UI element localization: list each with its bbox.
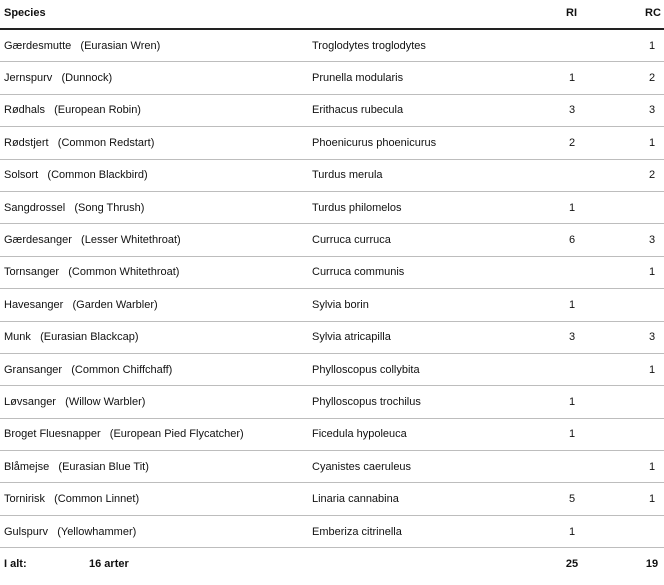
english-name: (Eurasian Blackcap) — [40, 331, 139, 344]
ri-value: 1 — [568, 298, 576, 311]
ri-value: 6 — [568, 234, 576, 247]
ri-value: 1 — [568, 525, 576, 538]
table-row — [0, 386, 664, 418]
table-row — [0, 289, 664, 321]
table-row — [0, 257, 664, 289]
latin-name: Sylvia borin — [312, 298, 369, 311]
danish-name: Sangdrossel — [4, 201, 66, 214]
species-name — [4, 396, 145, 408]
english-name: (Eurasian Wren) — [80, 39, 161, 52]
rc-value: 3 — [648, 331, 656, 344]
english-name: (Dunnock) — [61, 72, 113, 85]
latin-name: Curruca curruca — [312, 234, 391, 247]
table-body — [0, 30, 664, 548]
table-row — [0, 483, 664, 515]
species-column-header: Species — [4, 7, 46, 19]
species-name — [4, 72, 112, 84]
english-name: (Common Linnet) — [54, 493, 140, 506]
table-header — [0, 0, 664, 30]
english-name: (Lesser Whitethroat) — [81, 234, 181, 247]
ri-value: 5 — [568, 493, 576, 506]
latin-name: Cyanistes caeruleus — [312, 460, 412, 473]
species-name — [4, 169, 148, 181]
species-name — [4, 461, 149, 473]
ri-value: 2 — [568, 136, 576, 149]
english-name: (Willow Warbler) — [65, 395, 146, 408]
rc-value: 1 — [648, 363, 656, 376]
latin-name: Turdus philomelos — [312, 201, 402, 214]
table-row — [0, 192, 664, 224]
latin-name: Phylloscopus collybita — [312, 363, 420, 376]
danish-name: Tornsanger — [4, 266, 60, 279]
rc-value: 1 — [648, 493, 656, 506]
english-name: (Common Whitethroat) — [68, 266, 180, 279]
ri-value: 1 — [568, 72, 576, 85]
ri-column-header: RI — [566, 7, 577, 19]
species-name — [4, 428, 244, 440]
rc-value: 3 — [648, 104, 656, 117]
rc-value: 1 — [648, 39, 656, 52]
ri-value: 1 — [568, 201, 576, 214]
english-name: (Common Chiffchaff) — [71, 363, 173, 376]
table-row — [0, 516, 664, 548]
species-name — [4, 234, 181, 246]
total-label: I alt: — [4, 558, 27, 571]
danish-name: Broget Fluesnapper — [4, 428, 101, 441]
english-name: (Eurasian Blue Tit) — [58, 460, 149, 473]
species-name — [4, 104, 141, 116]
rc-value: 1 — [648, 136, 656, 149]
danish-name: Jernspurv — [4, 72, 53, 85]
latin-name: Emberiza citrinella — [312, 525, 402, 538]
danish-name: Løvsanger — [4, 395, 56, 408]
danish-name: Rødhals — [4, 104, 45, 117]
table-row — [0, 30, 664, 62]
danish-name: Rødstjert — [4, 136, 49, 149]
rc-value: 2 — [648, 169, 656, 182]
table-row — [0, 160, 664, 192]
species-name — [4, 202, 144, 214]
rc-value: 2 — [648, 72, 656, 85]
latin-name: Ficedula hypoleuca — [312, 428, 407, 441]
ri-value: 3 — [568, 331, 576, 344]
table-row — [0, 62, 664, 94]
latin-name: Sylvia atricapilla — [312, 331, 391, 344]
danish-name: Gulspurv — [4, 525, 49, 538]
total-ri: 25 — [565, 558, 579, 571]
english-name: (Yellowhammer) — [57, 525, 137, 538]
latin-name: Phoenicurus phoenicurus — [312, 136, 437, 149]
latin-name: Turdus merula — [312, 169, 383, 182]
ri-value: 3 — [568, 104, 576, 117]
species-name — [4, 137, 154, 149]
species-name — [4, 40, 160, 52]
total-row — [0, 548, 664, 580]
rc-value: 3 — [648, 234, 656, 247]
danish-name: Tornirisk — [4, 493, 45, 506]
latin-name: Prunella modularis — [312, 72, 404, 85]
rc-column-header: RC — [645, 7, 661, 19]
danish-name: Munk — [4, 331, 31, 344]
english-name: (European Pied Flycatcher) — [109, 428, 244, 441]
table-row — [0, 95, 664, 127]
rc-value: 1 — [648, 460, 656, 473]
latin-name: Erithacus rubecula — [312, 104, 404, 117]
species-name — [4, 331, 139, 343]
english-name: (Garden Warbler) — [72, 298, 158, 311]
species-name — [4, 493, 139, 505]
danish-name: Gransanger — [4, 363, 63, 376]
table-row — [0, 451, 664, 483]
english-name: (European Robin) — [54, 104, 141, 117]
ri-value: 1 — [568, 395, 576, 408]
danish-name: Gærdesmutte — [4, 39, 72, 52]
danish-name: Solsort — [4, 169, 39, 182]
ri-value: 1 — [568, 428, 576, 441]
species-name — [4, 266, 179, 278]
english-name: (Common Redstart) — [57, 136, 155, 149]
table-row — [0, 224, 664, 256]
danish-name: Gærdesanger — [4, 234, 72, 247]
table-row — [0, 419, 664, 451]
species-name — [4, 299, 158, 311]
latin-name: Phylloscopus trochilus — [312, 395, 421, 408]
table-row — [0, 354, 664, 386]
species-name — [4, 364, 172, 376]
species-name — [4, 526, 136, 538]
species-count: 16 arter — [89, 558, 129, 571]
latin-name: Curruca communis — [312, 266, 405, 279]
english-name: (Common Blackbird) — [47, 169, 148, 182]
english-name: (Song Thrush) — [74, 201, 145, 214]
danish-name: Havesanger — [4, 298, 64, 311]
danish-name: Blåmejse — [4, 460, 50, 473]
table-row — [0, 127, 664, 159]
latin-name: Linaria cannabina — [312, 493, 399, 506]
rc-value: 1 — [648, 266, 656, 279]
total-rc: 19 — [645, 558, 659, 571]
table-row — [0, 322, 664, 354]
latin-name: Troglodytes troglodytes — [312, 39, 426, 52]
